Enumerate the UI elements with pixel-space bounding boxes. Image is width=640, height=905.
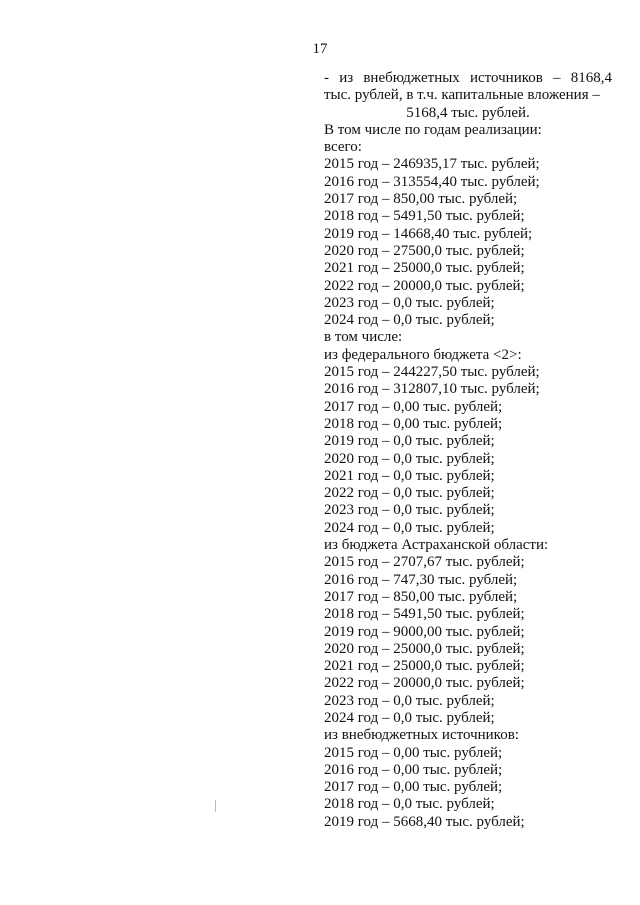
year-amount-row: 2019 год – 14668,40 тыс. рублей;: [324, 225, 533, 242]
year-amount-row: 2019 год – 0,0 тыс. рублей;: [324, 433, 495, 450]
year-amount-row: 2016 год – 747,30 тыс. рублей;: [324, 571, 518, 588]
year-amount-row: 2016 год – 312807,10 тыс. рублей;: [324, 381, 540, 398]
year-amount-row: 2024 год – 0,0 тыс. рублей;: [324, 709, 495, 726]
year-amount-row: 2020 год – 25000,0 тыс. рублей;: [324, 640, 525, 657]
year-amount-row: 2017 год – 0,00 тыс. рублей;: [324, 779, 503, 796]
year-amount-row: 2023 год – 0,0 тыс. рублей;: [324, 294, 495, 311]
year-amount-row: 2017 год – 0,00 тыс. рублей;: [324, 398, 503, 415]
year-amount-row: 2018 год – 0,0 тыс. рублей;: [324, 796, 495, 813]
year-amount-row: 2020 год – 0,0 тыс. рублей;: [324, 450, 495, 467]
year-amount-row: 2022 год – 0,0 тыс. рублей;: [324, 485, 495, 502]
year-amount-row: 2021 год – 25000,0 тыс. рублей;: [324, 260, 525, 277]
scan-mark: [215, 800, 216, 812]
year-amount-row: 2024 год – 0,0 тыс. рублей;: [324, 519, 495, 536]
year-amount-row: 2019 год – 9000,00 тыс. рублей;: [324, 623, 525, 640]
year-amount-row: 2022 год – 20000,0 тыс. рублей;: [324, 675, 525, 692]
year-amount-row: 2023 год – 0,0 тыс. рублей;: [324, 692, 495, 709]
year-amount-row: 2022 год – 20000,0 тыс. рублей;: [324, 277, 525, 294]
year-amount-row: 2019 год – 5668,40 тыс. рублей;: [324, 813, 525, 830]
year-amount-row: 2023 год – 0,0 тыс. рублей;: [324, 502, 495, 519]
section-heading: всего:: [324, 139, 362, 156]
year-amount-row: 2018 год – 5491,50 тыс. рублей;: [324, 606, 525, 623]
intro-line-2: тыс. рублей, в т.ч. капитальные вложения –: [324, 87, 600, 104]
section-heading: из бюджета Астраханской области:: [324, 537, 549, 554]
year-amount-row: 2018 год – 0,00 тыс. рублей;: [324, 415, 503, 432]
intro-line-3: 5168,4 тыс. рублей.: [406, 104, 530, 121]
section-heading: в том числе:: [324, 329, 403, 346]
section-heading: из внебюджетных источников:: [324, 727, 519, 744]
years-heading: В том числе по годам реализации:: [324, 121, 542, 138]
funding-sections: [324, 139, 612, 831]
year-amount-row: 2015 год – 2707,67 тыс. рублей;: [324, 554, 525, 571]
year-amount-row: 2015 год – 0,00 тыс. рублей;: [324, 744, 503, 761]
year-amount-row: 2018 год – 5491,50 тыс. рублей;: [324, 208, 525, 225]
section-heading: из федерального бюджета <2>:: [324, 346, 522, 363]
year-amount-row: 2017 год – 850,00 тыс. рублей;: [324, 588, 518, 605]
year-amount-row: 2015 год – 246935,17 тыс. рублей;: [324, 156, 540, 173]
intro-line-1: - из внебюджетных источников – 8168,4: [324, 70, 612, 86]
page-number: 17: [312, 41, 328, 57]
year-amount-row: 2020 год – 27500,0 тыс. рублей;: [324, 242, 525, 259]
year-amount-row: 2024 год – 0,0 тыс. рублей;: [324, 312, 495, 329]
year-amount-row: 2017 год – 850,00 тыс. рублей;: [324, 191, 518, 208]
year-amount-row: 2021 год – 25000,0 тыс. рублей;: [324, 658, 525, 675]
funding-text-block: [324, 70, 612, 831]
year-amount-row: 2016 год – 313554,40 тыс. рублей;: [324, 173, 540, 190]
year-amount-row: 2015 год – 244227,50 тыс. рублей;: [324, 364, 540, 381]
year-amount-row: 2021 год – 0,0 тыс. рублей;: [324, 467, 495, 484]
year-amount-row: 2016 год – 0,00 тыс. рублей;: [324, 761, 503, 778]
